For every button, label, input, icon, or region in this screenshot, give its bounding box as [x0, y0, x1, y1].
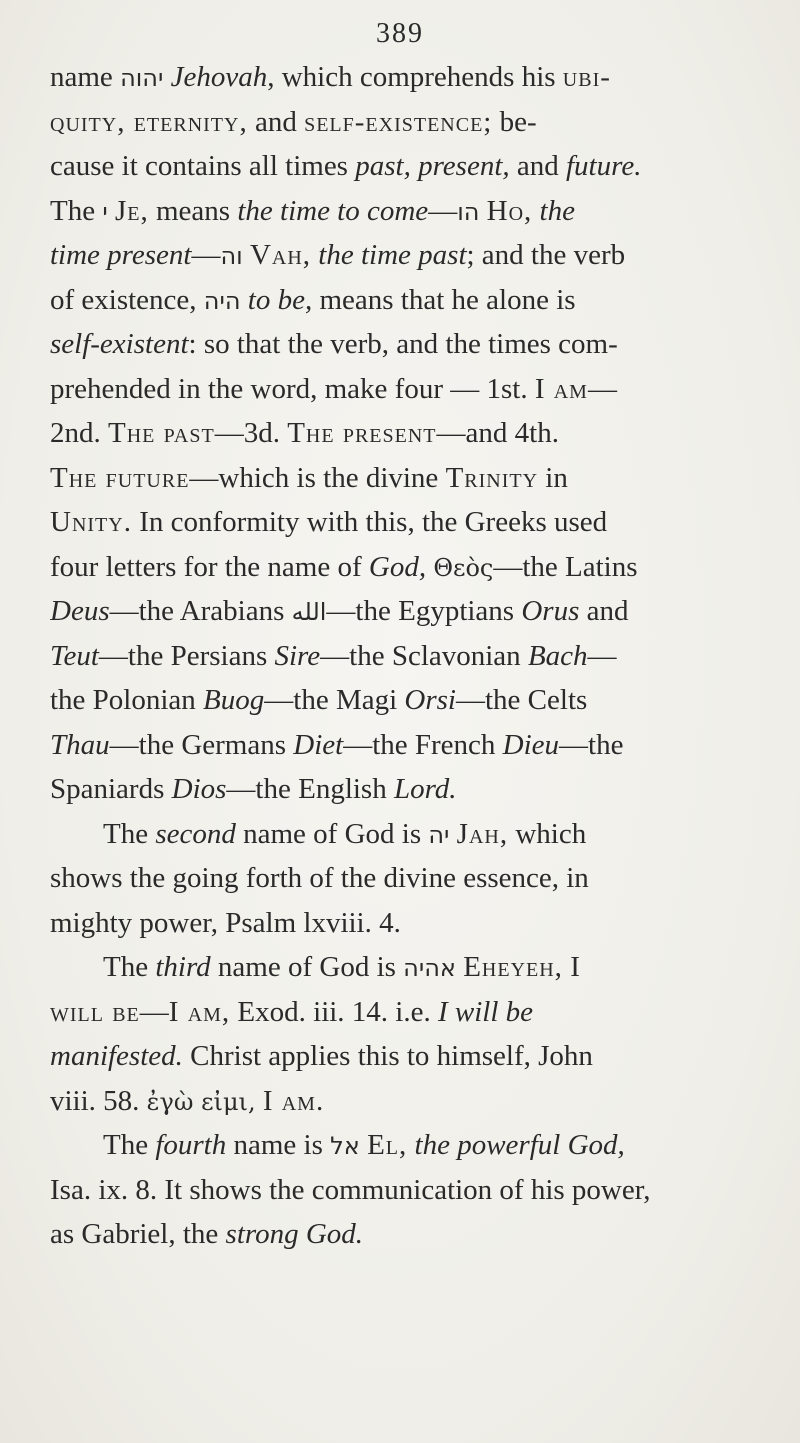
text-segment: I — [562, 951, 580, 983]
text-segment: Orsi — [404, 684, 456, 716]
text-segment: mighty power, Psalm lxviii. 4. — [50, 907, 401, 939]
text-segment: viii. 58. — [50, 1085, 147, 1117]
text-segment: — — [428, 195, 458, 227]
text-segment: I will be — [438, 996, 534, 1028]
text-segment: future. — [566, 150, 642, 182]
text-segment: The — [103, 1129, 156, 1161]
text-segment: name — [50, 61, 121, 93]
text-segment: Jehovah — [170, 61, 268, 93]
text-segment: in — [538, 462, 568, 494]
text-segment: second — [155, 818, 236, 850]
text-segment: I am — [534, 373, 588, 405]
text-segment: four letters for the name of — [50, 551, 369, 583]
text-segment: fourth — [155, 1129, 227, 1161]
text-segment: Buog — [203, 684, 265, 716]
text-segment: the time past — [318, 239, 467, 271]
text-segment: Isa. ix. 8. It shows the communication of his power, — [50, 1174, 651, 1206]
text-segment: — — [139, 996, 169, 1028]
text-segment: and — [247, 106, 305, 138]
text-line — [50, 1173, 765, 1207]
text-line — [50, 906, 765, 940]
text-segment: היה — [203, 287, 241, 315]
text-segment: אהיה — [403, 954, 456, 982]
text-segment: Bach — [527, 640, 588, 672]
text-segment: third — [155, 951, 211, 983]
text-segment: — — [587, 373, 617, 405]
text-segment — [449, 818, 456, 850]
text-segment: The present — [287, 417, 437, 449]
text-segment: to be, — [247, 284, 313, 316]
text-segment: the powerful God, — [414, 1129, 625, 1161]
text-segment: Diet — [293, 729, 344, 761]
text-segment: Eheyeh, — [463, 951, 563, 983]
text-line — [50, 505, 765, 539]
text-segment: אל — [330, 1132, 360, 1160]
text-segment: past, present, — [355, 150, 510, 182]
text-segment: as Gabriel, the — [50, 1218, 226, 1250]
text-segment: —3d. — [214, 417, 288, 449]
text-segment: —the Latins — [493, 551, 638, 583]
text-segment: —the Egyptians — [326, 595, 522, 627]
text-segment: I am, — [168, 996, 231, 1028]
text-segment: I am. — [262, 1085, 325, 1117]
text-segment: The — [103, 818, 156, 850]
text-segment: Sire — [274, 640, 321, 672]
text-segment — [163, 61, 170, 93]
text-segment: —the Sclavonian — [320, 640, 528, 672]
text-segment: —the Persians — [98, 640, 275, 672]
text-segment — [360, 1129, 367, 1161]
text-segment: means that he alone is — [312, 284, 576, 316]
text-segment: —the Arabians — [109, 595, 292, 627]
text-segment: —the Germans — [109, 729, 294, 761]
text-segment: الله — [291, 598, 327, 626]
text-segment: Thau — [50, 729, 110, 761]
text-segment: self-existent — [50, 328, 189, 360]
text-segment: Jah, — [456, 818, 509, 850]
text-segment: will be — [50, 996, 140, 1028]
text-segment: of existence, — [50, 284, 204, 316]
text-segment: strong God. — [225, 1218, 364, 1250]
text-segment: י — [102, 198, 108, 226]
text-line — [50, 772, 765, 806]
text-segment: the — [539, 195, 575, 227]
text-line — [50, 416, 765, 450]
text-segment — [243, 239, 250, 271]
text-segment: —and 4th. — [436, 417, 559, 449]
text-line — [50, 683, 765, 717]
text-line — [103, 1128, 765, 1163]
text-segment: Unity. — [50, 506, 132, 538]
text-segment: —the French — [343, 729, 503, 761]
text-segment: Trinity — [445, 462, 539, 494]
text-line — [50, 1039, 765, 1073]
text-line — [50, 550, 765, 585]
text-segment: and — [579, 595, 629, 627]
text-segment: Θεὸς — [433, 554, 494, 582]
text-segment: ubi- — [562, 61, 611, 93]
text-segment: and — [509, 150, 566, 182]
text-line — [103, 950, 765, 985]
text-segment — [108, 195, 115, 227]
text-segment: Dieu — [502, 729, 560, 761]
text-segment — [532, 195, 539, 227]
text-line — [50, 461, 765, 495]
text-line — [50, 327, 765, 361]
text-line — [50, 105, 765, 139]
text-segment — [241, 284, 248, 316]
text-segment: : so that the verb, and the times com- — [188, 328, 618, 360]
text-segment: —the Magi — [264, 684, 405, 716]
text-line — [50, 283, 765, 318]
text-line — [50, 194, 765, 229]
text-segment: time present — [50, 239, 192, 271]
text-segment: self-existence; — [304, 106, 493, 138]
text-segment: manifested. — [50, 1040, 183, 1072]
text-segment: Deus — [50, 595, 110, 627]
text-segment: The — [50, 195, 103, 227]
text-segment: Je, — [114, 195, 149, 227]
text-segment: 2nd. — [50, 417, 108, 449]
text-segment: ; and the verb — [466, 239, 626, 271]
text-segment: Spaniards — [50, 773, 172, 805]
text-line — [50, 995, 765, 1029]
text-segment: ἐγὼ εἰμι, — [146, 1088, 256, 1116]
text-segment: —the Celts — [456, 684, 588, 716]
text-segment: — — [587, 640, 617, 672]
text-segment: be- — [492, 106, 537, 138]
text-segment: shows the going forth of the divine essence, in — [50, 862, 589, 894]
page-number: 389 — [376, 18, 424, 49]
text-segment: In conformity with this, the Greeks used — [131, 506, 608, 538]
text-segment — [256, 1085, 263, 1117]
text-segment: —the English — [226, 773, 394, 805]
text-segment: quity, eternity, — [50, 106, 248, 138]
text-line — [50, 149, 765, 183]
text-segment: Exod. iii. 14. i.e. — [230, 996, 438, 1028]
text-line — [50, 1217, 765, 1251]
text-segment: , which comprehends his — [267, 61, 563, 93]
text-segment: God, — [368, 551, 427, 583]
text-segment: name of God is — [235, 818, 429, 850]
text-segment: the Polonian — [50, 684, 204, 716]
text-segment: Dios — [171, 773, 227, 805]
text-segment: Christ applies this to himself, John — [182, 1040, 593, 1072]
text-segment: יה — [428, 821, 450, 849]
text-segment: The past — [108, 417, 215, 449]
text-segment — [407, 1129, 414, 1161]
text-segment: יהוה — [120, 64, 164, 92]
text-segment: which — [508, 818, 587, 850]
text-line — [103, 817, 765, 852]
text-line — [50, 861, 765, 895]
text-segment: cause it contains all times — [50, 150, 356, 182]
text-segment: the time to come — [237, 195, 429, 227]
text-segment: The — [103, 951, 156, 983]
text-line — [50, 372, 765, 406]
text-segment: name of God is — [210, 951, 404, 983]
text-segment: Orus — [521, 595, 580, 627]
text-segment: The future — [50, 462, 190, 494]
text-line — [50, 728, 765, 762]
text-segment: Teut — [50, 640, 99, 672]
text-segment: —the — [559, 729, 624, 761]
text-segment: name is — [226, 1129, 331, 1161]
text-line — [50, 238, 765, 273]
text-segment: El, — [367, 1129, 408, 1161]
text-line — [50, 1084, 765, 1119]
text-segment: means — [148, 195, 238, 227]
text-segment: Vah, — [249, 239, 312, 271]
text-segment: — — [191, 239, 221, 271]
text-segment: וה — [220, 242, 243, 270]
text-segment: Lord. — [393, 773, 457, 805]
text-segment: prehended in the word, make four — 1st. — [50, 373, 535, 405]
text-segment: —which is the divine — [189, 462, 446, 494]
text-segment — [479, 195, 486, 227]
text-line — [50, 60, 765, 95]
text-line — [50, 594, 765, 629]
text-segment: Ho, — [486, 195, 533, 227]
text-segment: הו — [457, 198, 480, 226]
text-line — [50, 639, 765, 673]
